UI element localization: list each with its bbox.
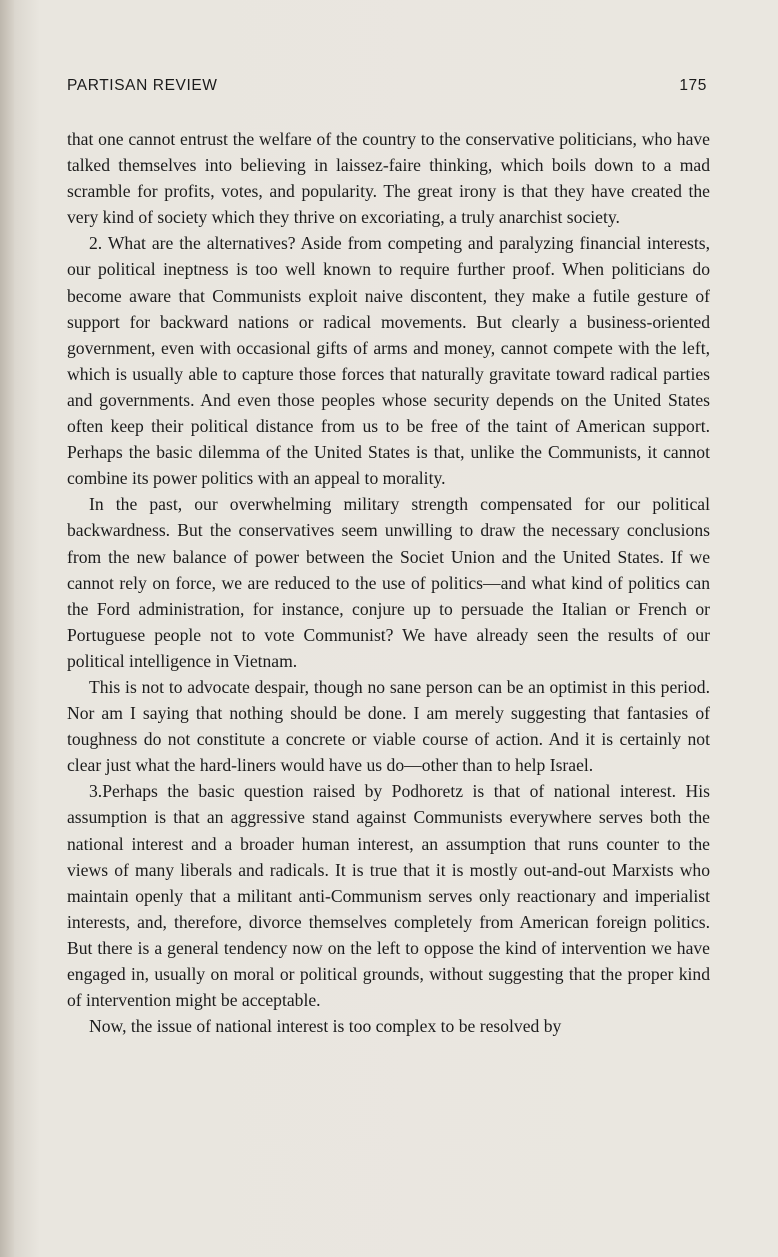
book-spine-shadow xyxy=(0,0,14,1257)
body-text xyxy=(67,126,710,1039)
paragraph: In the past, our overwhelming military strength compensated for our political backwardness. But the conservatives seem unwilling to draw the necessary conclusions from the new balance of power between the Societ Union and the United States. If we cannot rely on force, we are reduced to the use of politics—and what kind of politics can the Ford administration, for instance, conjure up to persuade the Italian or French or Portuguese people not to vote Communist? We have already seen the results of our political intelligence in Vietnam. xyxy=(67,494,710,671)
paragraph: that one cannot entrust the welfare of the country to the conservative politicians, who have talked themselves into believing in laissez-faire thinking, which boils down to a mad scramble for profits, votes, and popularity. The great irony is that they have created the very kind of society which they thrive on excoriating, a truly anarchist society. xyxy=(67,129,710,228)
paragraph: Now, the issue of national interest is too complex to be resolved by xyxy=(89,1016,562,1037)
paragraph: 2. What are the alternatives? Aside from competing and paralyzing financial interests, our political ineptness is too well known to require further proof. When politicians do become aware that Communists exploit naive discontent, they make a futile gesture of support for backward nations or radical movements. But clearly a business-oriented government, even with occasional gifts of arms and money, cannot compete with the left, which is usually able to capture those forces that naturally gravitate toward radical parties and governments. And even those peoples whose security depends on the United States often keep their political distance from us to be free of the taint of American support. Perhaps the basic dilemma of the United States is that, unlike the Communists, it cannot combine its power politics with an appeal to morality. xyxy=(67,233,710,489)
running-head: PARTISAN REVIEW xyxy=(67,77,218,94)
page-header xyxy=(67,77,707,97)
page-number: 175 xyxy=(679,77,707,94)
paragraph: This is not to advocate despair, though no sane person can be an optimist in this period. Nor am I saying that nothing should be done. I am merely suggesting that fantasies of toughness do not constitute a concrete or viable course of action. And it is certainly not clear just what the hard-liners would have us do—other than to help Israel. xyxy=(67,676,710,776)
paragraph: 3.Perhaps the basic question raised by Podhoretz is that of national interest. His assumption is that an aggressive stand against Communists everywhere serves both the national interest and a broader human interest, an assumption that runs counter to the views of many liberals and radicals. It is true that it is mostly out-and-out Marxists who maintain openly that a militant anti-Communism serves only reactionary and imperialist interests, and, therefore, divorce themselves completely from American foreign politics. But there is a general tendency now on the left to oppose the kind of intervention we have engaged in, usually on moral or political grounds, without suggesting that the proper kind of intervention might be acceptable. xyxy=(67,781,710,1011)
